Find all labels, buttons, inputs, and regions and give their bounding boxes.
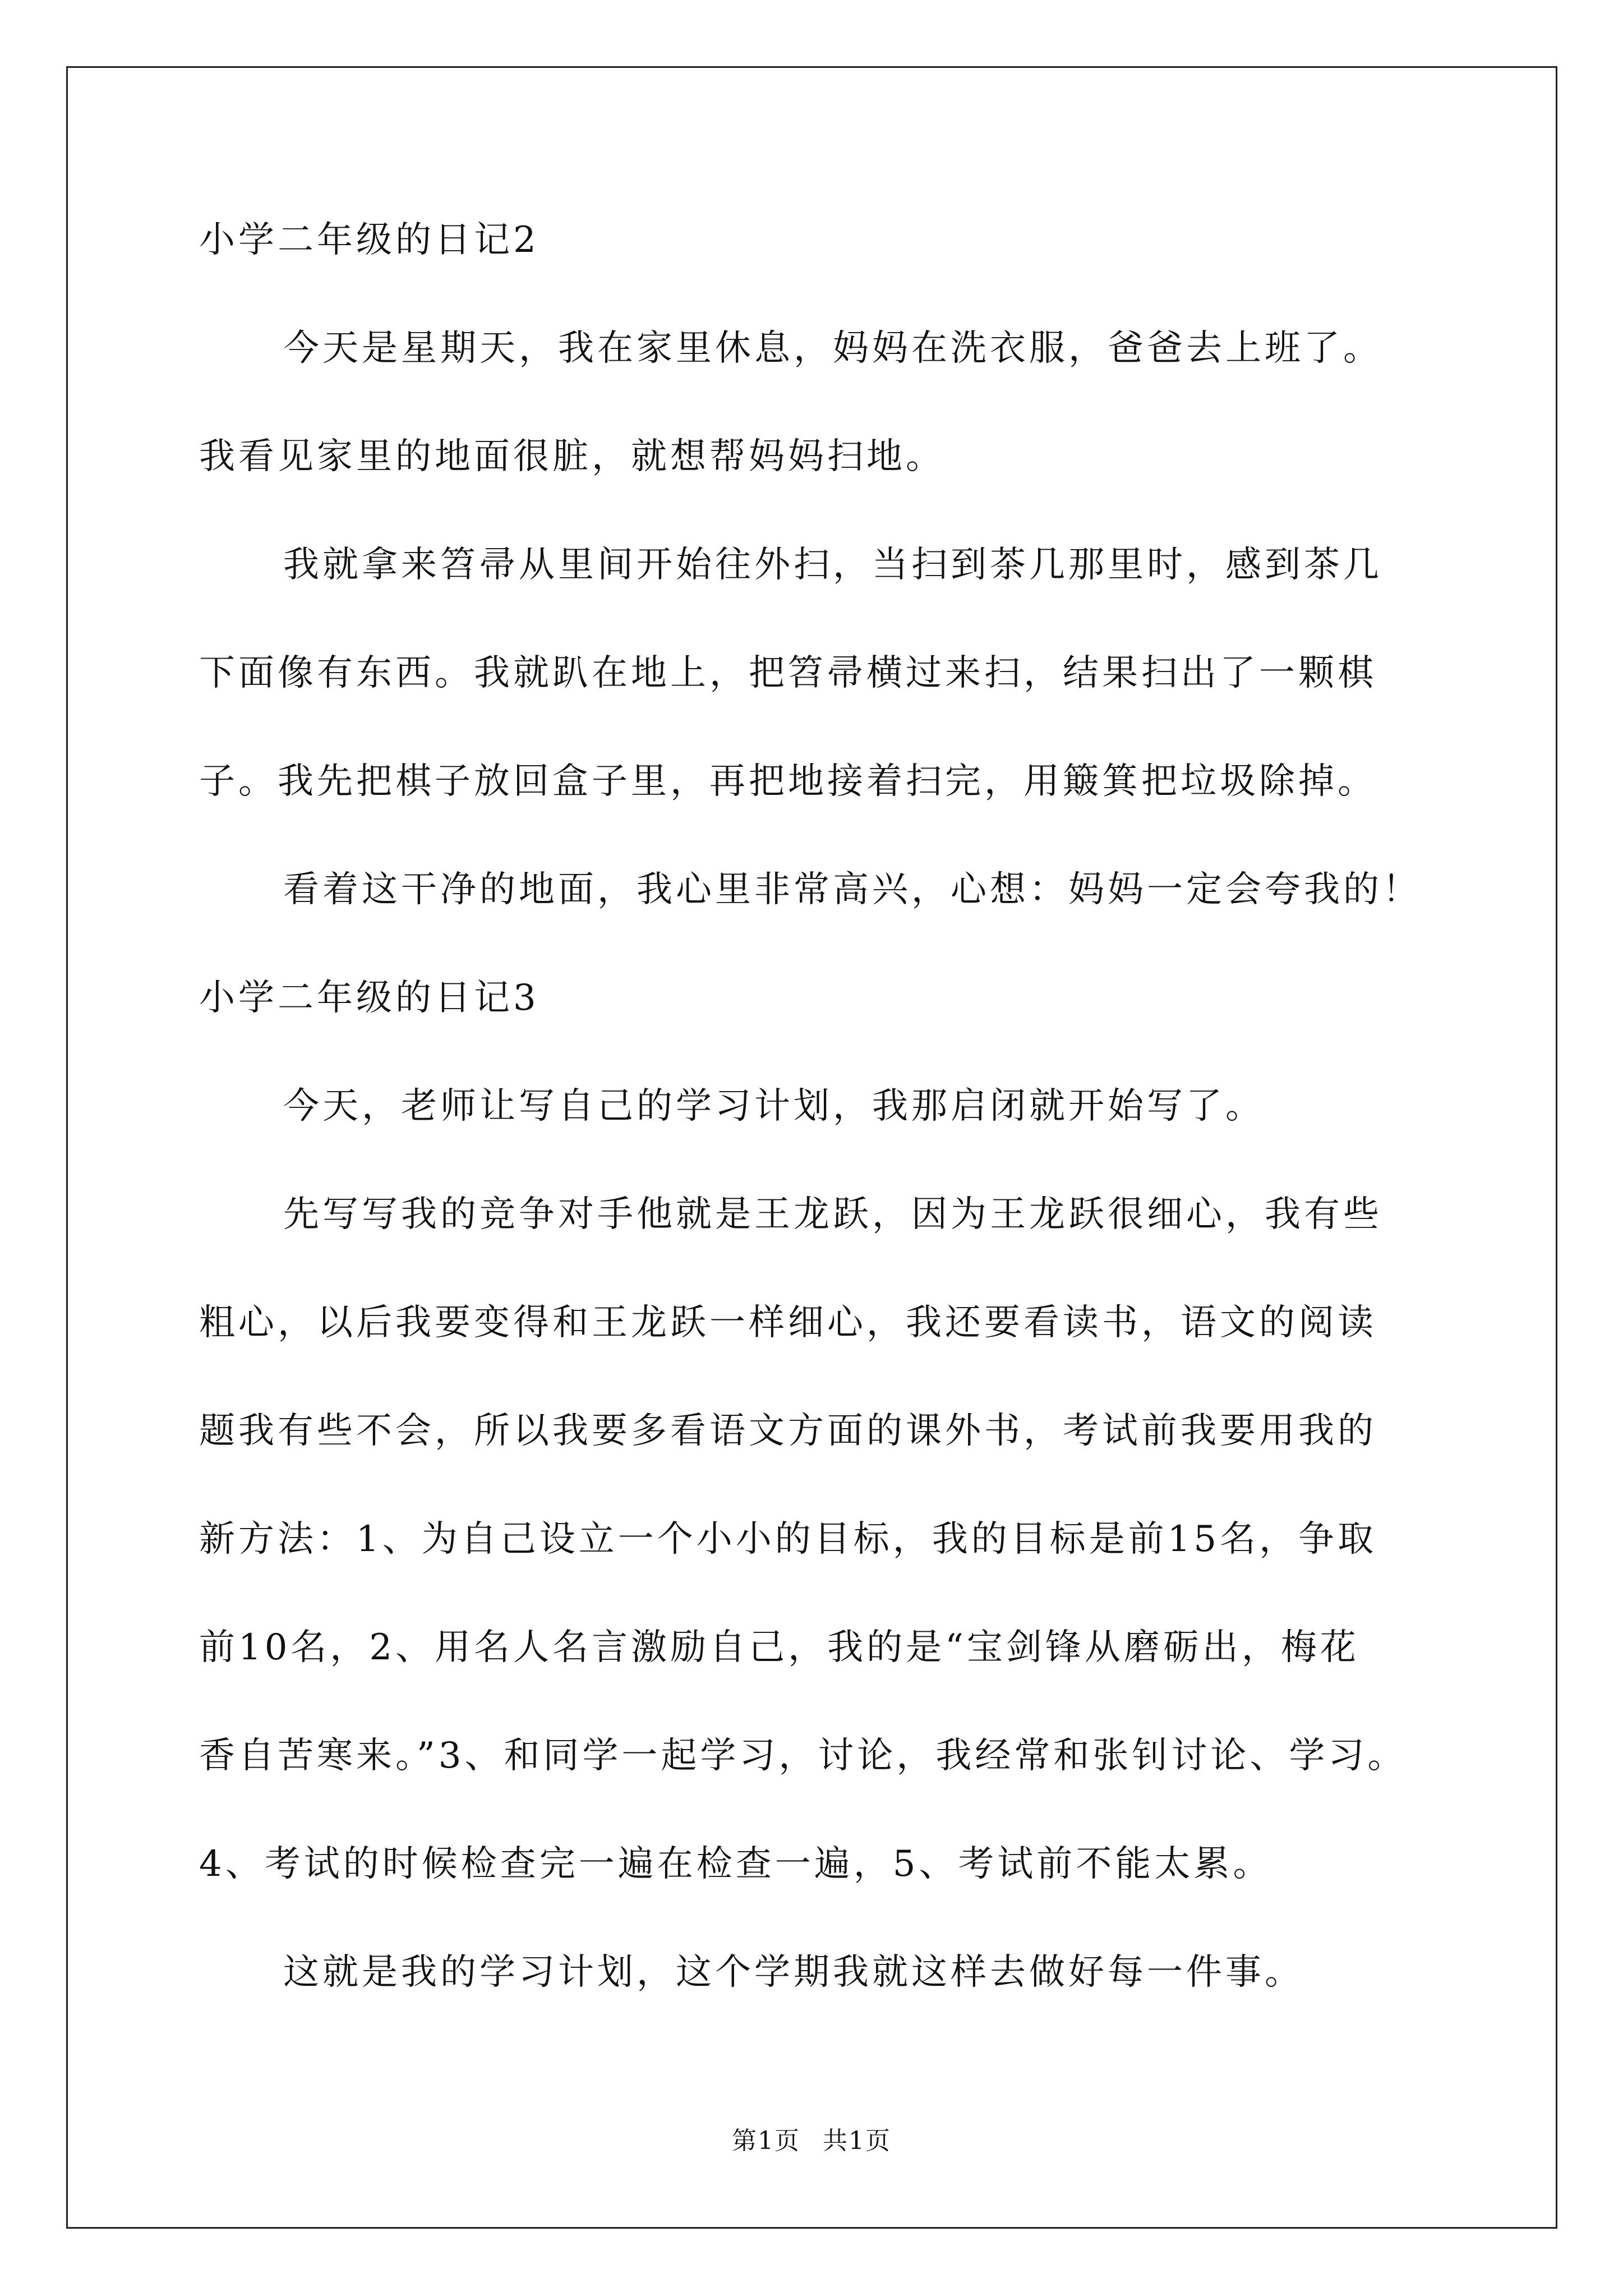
document-body	[199, 213, 1438, 2054]
section-heading: 小学二年级的日记3	[199, 977, 540, 1019]
page-number-current: 第1页	[732, 2127, 800, 2155]
paragraph-line: 下面像有东西。我就趴在地上，把笤帚横过来扫，结果扫出了一颗棋	[199, 652, 1377, 694]
paragraph-line: 我就拿来笤帚从里间开始往外扫，当扫到茶几那里时，感到茶几	[283, 544, 1382, 586]
paragraph-line: 我看见家里的地面很脏，就想帮妈妈扫地。	[199, 436, 945, 477]
paragraph-line: 看着这干净的地面，我心里非常高兴，心想：妈妈一定会夸我的！	[283, 869, 1422, 910]
paragraph-line: 4、考试的时候检查完一遍在检查一遍，5、考试前不能太累。	[199, 1843, 1272, 1885]
paragraph-line: 今天，老师让写自己的学习计划，我那启闭就开始写了。	[283, 1085, 1265, 1127]
paragraph-line: 香自苦寒来。”3、和同学一起学习，讨论，我经常和张钊讨论、学习。	[199, 1735, 1407, 1777]
paragraph-line: 新方法：1、为自己设立一个小小的目标，我的目标是前15名，争取	[199, 1519, 1377, 1560]
paragraph-line: 子。我先把棋子放回盒子里，再把地接着扫完，用簸箕把垃圾除掉。	[199, 761, 1377, 802]
page-footer	[0, 2124, 1623, 2158]
paragraph-line: 粗心，以后我要变得和王龙跃一样细心，我还要看读书，语文的阅读	[199, 1302, 1377, 1343]
section-heading: 小学二年级的日记2	[199, 219, 540, 261]
paragraph-line: 今天是星期天，我在家里休息，妈妈在洗衣服，爸爸去上班了。	[283, 328, 1382, 369]
paragraph-line: 这就是我的学习计划，这个学期我就这样去做好每一件事。	[283, 1952, 1304, 1993]
paragraph-line: 题我有些不会，所以我要多看语文方面的课外书，考试前我要用我的	[199, 1410, 1377, 1452]
page-number-total: 共1页	[823, 2127, 891, 2155]
paragraph-line: 先写写我的竞争对手他就是王龙跃，因为王龙跃很细心，我有些	[283, 1194, 1382, 1235]
paragraph-line: 前10名，2、用名人名言激励自己，我的是“宝剑锋从磨砺出，梅花	[199, 1627, 1359, 1668]
